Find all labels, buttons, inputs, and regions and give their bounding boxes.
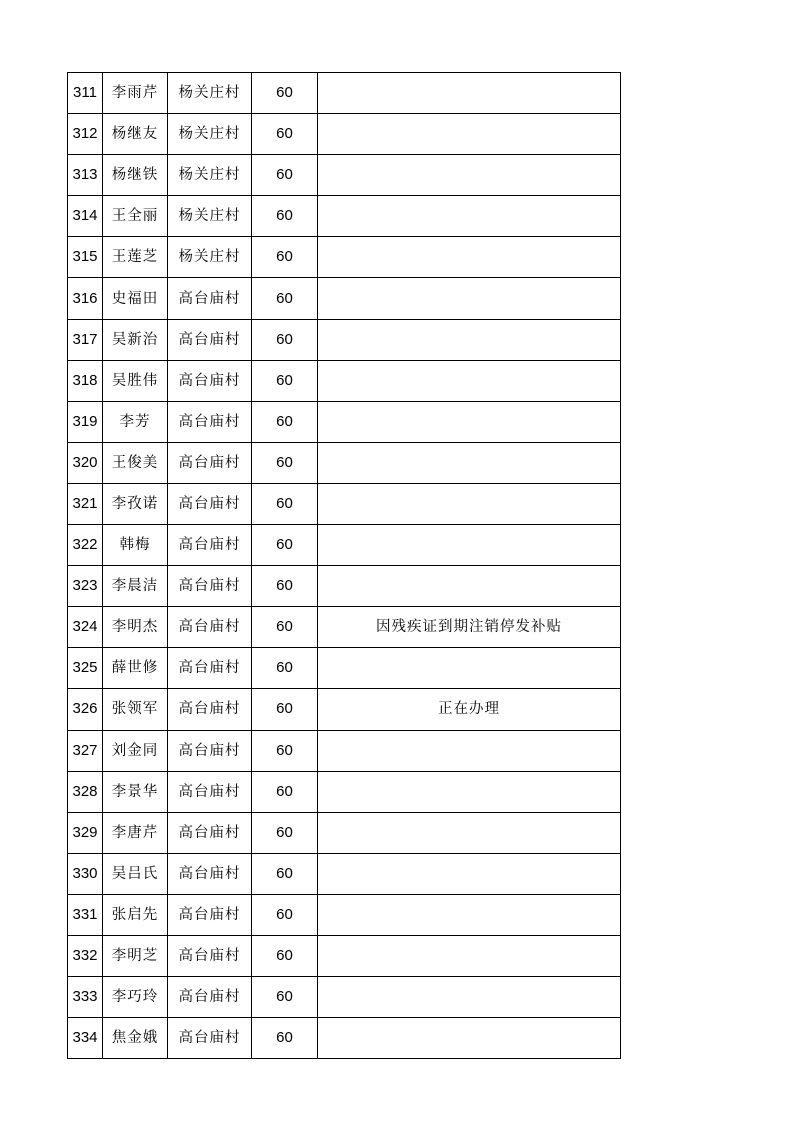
amount-cell: 60: [252, 771, 318, 812]
village-cell: 高台庙村: [168, 483, 252, 524]
table-row: [68, 442, 621, 483]
amount-cell: 60: [252, 401, 318, 442]
note-cell: [318, 648, 621, 689]
village-cell: 杨关庄村: [168, 155, 252, 196]
table-row: [68, 483, 621, 524]
village-cell: 高台庙村: [168, 566, 252, 607]
row-number-cell: 322: [68, 525, 103, 566]
table-row: [68, 894, 621, 935]
person-name-cell: 李明杰: [103, 607, 168, 648]
person-name-cell: 李唐芹: [103, 812, 168, 853]
village-cell: 高台庙村: [168, 935, 252, 976]
row-number-cell: 318: [68, 360, 103, 401]
person-name-cell: 刘金同: [103, 730, 168, 771]
amount-cell: 60: [252, 114, 318, 155]
person-name-cell: 李雨芹: [103, 73, 168, 114]
person-name-cell: 张领军: [103, 689, 168, 730]
table-row: [68, 648, 621, 689]
table-row: [68, 1018, 621, 1059]
note-cell: [318, 155, 621, 196]
person-name-cell: 韩梅: [103, 525, 168, 566]
person-name-cell: 李孜诺: [103, 483, 168, 524]
amount-cell: 60: [252, 1018, 318, 1059]
note-cell: [318, 73, 621, 114]
village-cell: 杨关庄村: [168, 196, 252, 237]
village-cell: 高台庙村: [168, 771, 252, 812]
village-cell: 杨关庄村: [168, 237, 252, 278]
table-row: [68, 935, 621, 976]
village-cell: 高台庙村: [168, 607, 252, 648]
row-number-cell: 334: [68, 1018, 103, 1059]
note-cell: [318, 894, 621, 935]
amount-cell: 60: [252, 155, 318, 196]
village-cell: 高台庙村: [168, 648, 252, 689]
table-row: [68, 278, 621, 319]
note-cell: [318, 114, 621, 155]
table-row: [68, 730, 621, 771]
village-cell: 高台庙村: [168, 853, 252, 894]
amount-cell: 60: [252, 196, 318, 237]
note-cell: [318, 319, 621, 360]
amount-cell: 60: [252, 483, 318, 524]
row-number-cell: 326: [68, 689, 103, 730]
amount-cell: 60: [252, 360, 318, 401]
row-number-cell: 329: [68, 812, 103, 853]
note-cell: [318, 196, 621, 237]
table-row: [68, 525, 621, 566]
note-cell: [318, 771, 621, 812]
village-cell: 高台庙村: [168, 401, 252, 442]
person-name-cell: 吴新治: [103, 319, 168, 360]
village-cell: 杨关庄村: [168, 73, 252, 114]
note-cell: 因残疾证到期注销停发补贴: [318, 607, 621, 648]
person-name-cell: 张启先: [103, 894, 168, 935]
note-cell: [318, 483, 621, 524]
row-number-cell: 319: [68, 401, 103, 442]
note-cell: [318, 935, 621, 976]
note-cell: [318, 730, 621, 771]
table-row: [68, 237, 621, 278]
note-cell: [318, 977, 621, 1018]
person-name-cell: 薛世修: [103, 648, 168, 689]
village-cell: 高台庙村: [168, 977, 252, 1018]
row-number-cell: 320: [68, 442, 103, 483]
person-name-cell: 王全丽: [103, 196, 168, 237]
table-row: [68, 319, 621, 360]
table-row: [68, 566, 621, 607]
subsidy-roster-table: [67, 72, 621, 1059]
table-row: [68, 853, 621, 894]
table-row: [68, 771, 621, 812]
amount-cell: 60: [252, 812, 318, 853]
amount-cell: 60: [252, 894, 318, 935]
row-number-cell: 317: [68, 319, 103, 360]
village-cell: 高台庙村: [168, 278, 252, 319]
table-row: [68, 401, 621, 442]
amount-cell: 60: [252, 853, 318, 894]
amount-cell: 60: [252, 278, 318, 319]
amount-cell: 60: [252, 689, 318, 730]
table-row: [68, 73, 621, 114]
row-number-cell: 313: [68, 155, 103, 196]
row-number-cell: 311: [68, 73, 103, 114]
row-number-cell: 331: [68, 894, 103, 935]
row-number-cell: 333: [68, 977, 103, 1018]
row-number-cell: 315: [68, 237, 103, 278]
table-row: [68, 114, 621, 155]
amount-cell: 60: [252, 73, 318, 114]
note-cell: 正在办理: [318, 689, 621, 730]
amount-cell: 60: [252, 977, 318, 1018]
person-name-cell: 王俊美: [103, 442, 168, 483]
table-row: [68, 155, 621, 196]
person-name-cell: 吴胜伟: [103, 360, 168, 401]
village-cell: 高台庙村: [168, 525, 252, 566]
table-row: [68, 360, 621, 401]
person-name-cell: 李明芝: [103, 935, 168, 976]
row-number-cell: 330: [68, 853, 103, 894]
row-number-cell: 312: [68, 114, 103, 155]
person-name-cell: 焦金娥: [103, 1018, 168, 1059]
person-name-cell: 李巧玲: [103, 977, 168, 1018]
note-cell: [318, 525, 621, 566]
table-row: [68, 977, 621, 1018]
village-cell: 高台庙村: [168, 442, 252, 483]
row-number-cell: 323: [68, 566, 103, 607]
row-number-cell: 324: [68, 607, 103, 648]
amount-cell: 60: [252, 935, 318, 976]
amount-cell: 60: [252, 607, 318, 648]
note-cell: [318, 1018, 621, 1059]
person-name-cell: 王莲芝: [103, 237, 168, 278]
person-name-cell: 李晨洁: [103, 566, 168, 607]
amount-cell: 60: [252, 566, 318, 607]
note-cell: [318, 237, 621, 278]
note-cell: [318, 442, 621, 483]
amount-cell: 60: [252, 319, 318, 360]
village-cell: 高台庙村: [168, 894, 252, 935]
person-name-cell: 李芳: [103, 401, 168, 442]
amount-cell: 60: [252, 442, 318, 483]
person-name-cell: 杨继铁: [103, 155, 168, 196]
person-name-cell: 李景华: [103, 771, 168, 812]
amount-cell: 60: [252, 237, 318, 278]
note-cell: [318, 812, 621, 853]
table-row: [68, 689, 621, 730]
row-number-cell: 332: [68, 935, 103, 976]
note-cell: [318, 853, 621, 894]
amount-cell: 60: [252, 648, 318, 689]
table-row: [68, 607, 621, 648]
village-cell: 高台庙村: [168, 360, 252, 401]
village-cell: 高台庙村: [168, 1018, 252, 1059]
person-name-cell: 杨继友: [103, 114, 168, 155]
note-cell: [318, 566, 621, 607]
amount-cell: 60: [252, 525, 318, 566]
row-number-cell: 325: [68, 648, 103, 689]
village-cell: 杨关庄村: [168, 114, 252, 155]
row-number-cell: 327: [68, 730, 103, 771]
row-number-cell: 321: [68, 483, 103, 524]
amount-cell: 60: [252, 730, 318, 771]
village-cell: 高台庙村: [168, 689, 252, 730]
person-name-cell: 吴吕氏: [103, 853, 168, 894]
note-cell: [318, 360, 621, 401]
table-body: [68, 73, 621, 1059]
village-cell: 高台庙村: [168, 319, 252, 360]
village-cell: 高台庙村: [168, 730, 252, 771]
row-number-cell: 316: [68, 278, 103, 319]
note-cell: [318, 401, 621, 442]
row-number-cell: 328: [68, 771, 103, 812]
row-number-cell: 314: [68, 196, 103, 237]
village-cell: 高台庙村: [168, 812, 252, 853]
table-row: [68, 812, 621, 853]
person-name-cell: 史福田: [103, 278, 168, 319]
note-cell: [318, 278, 621, 319]
table-row: [68, 196, 621, 237]
